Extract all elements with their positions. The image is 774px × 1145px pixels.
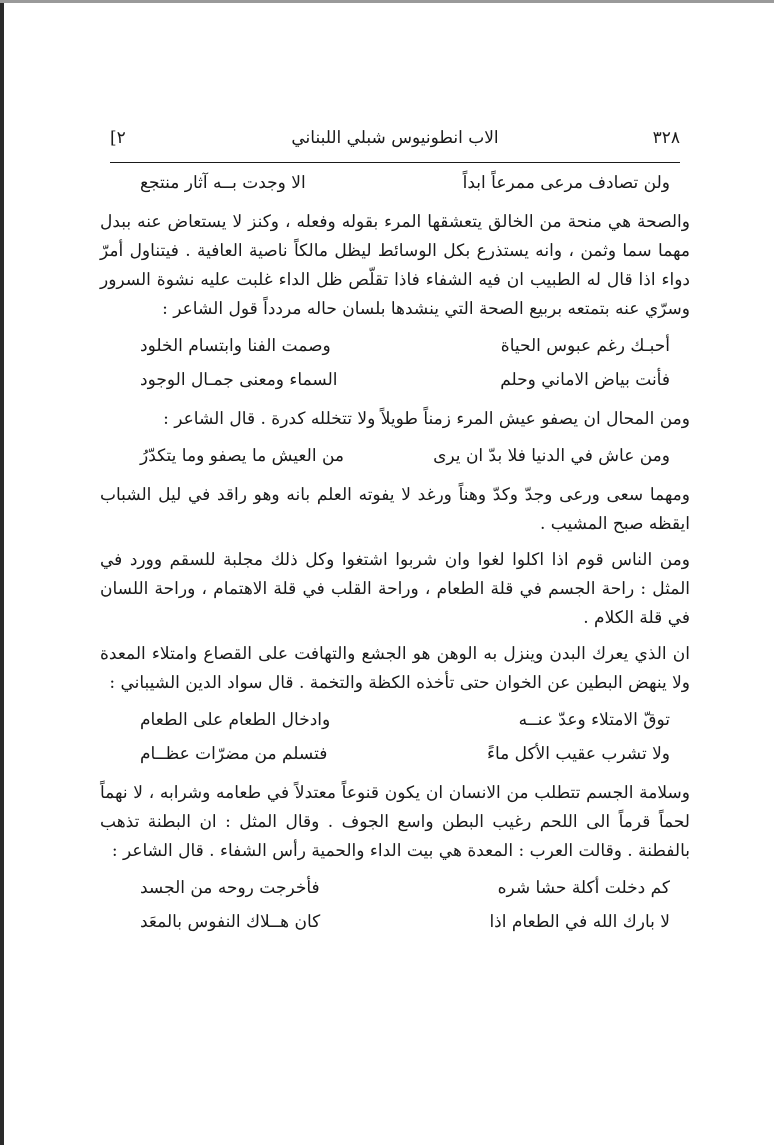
verse-line <box>100 441 690 471</box>
verse-second-hemistich: كان هــلاك النفوس بالمعَد <box>140 912 321 932</box>
verse-block <box>100 441 690 471</box>
paragraph: والصحة هي منحة من الخالق يتعشقها المرء بقوله وفعله ، وكنز لا يستعاض عنه ببدل مهما سما وثمن ، وانه يستذرع بكل الوسائط ليظل مالكاً ناصية العافية . فيتناول أمرّ دواء اذا قال له الطبيب ان فيه الشفاء فاذا تقلّص ظل الداء غلبت عليه نشوة السرور وسرّي عنه بتمتعه بربيع الصحة التي ينشدها بلسان حاله مردداً قول الشاعر : <box>100 212 690 319</box>
verse-second-hemistich: وصمت الفنا وابتسام الخلود <box>140 336 331 356</box>
signature-mark: [٢ <box>110 128 126 148</box>
verse-second-hemistich: وادخال الطعام على الطعام <box>140 710 331 730</box>
verse-block <box>100 331 690 395</box>
verse-second-hemistich: فأخرجت روحه من الجسد <box>140 878 320 898</box>
verse-first-hemistich: توقّ الامتلاء وعدّ عنــه <box>518 710 670 730</box>
verse-first-hemistich: ومن عاش في الدنيا فلا بدّ ان يرى <box>433 446 670 466</box>
paragraph: ان الذي يعرك البدن وينزل به الوهن هو الجشع والتهافت على القصاع وامتلاء المعدة ولا ينهض البطين عن الخوان حتى تأخذه الكظة والتخمة . قال سواد الدين الشيباني : <box>100 644 690 693</box>
running-title: الاب انطونيوس شبلي اللبناني <box>291 128 499 148</box>
verse-block <box>100 873 690 937</box>
verse-first-hemistich: فأنت بياض الاماني وحلم <box>500 370 670 390</box>
page-number: ٣٢٨ <box>652 128 680 148</box>
paragraph: ومن المحال ان يصفو عيش المرء زمناً طويلاً ولا تتخلله كدرة . قال الشاعر : <box>163 409 690 429</box>
verse-second-hemistich: فتسلم من مضرّات عظــام <box>140 744 328 764</box>
verse-line <box>100 907 690 937</box>
verse-line <box>100 365 690 395</box>
page-body <box>100 168 690 947</box>
scan-top-edge <box>0 0 774 3</box>
verse-first-hemistich: كم دخلت أكلة حشا شره <box>497 878 670 898</box>
header-rule <box>110 162 680 163</box>
paragraph: وسلامة الجسم تتطلب من الانسان ان يكون قنوعاً معتدلاً في طعامه وشرابه ، لا نهماً لحماً قرماً الى اللحم رغيب البطن واسع الجوف . وقال المثل : ان البطنة تذهب بالفطنة . وقالت العرب : المعدة هي بيت الداء والحمية رأس الشفاء . قال الشاعر : <box>100 783 690 861</box>
verse-line <box>100 739 690 769</box>
verse-line <box>100 873 690 903</box>
running-header <box>110 122 680 158</box>
verse-second-hemistich: السماء ومعنى جمـال الوجود <box>140 370 338 390</box>
verse-first-hemistich: ولا تشرب عقيب الأكل ماءً <box>486 744 670 764</box>
verse-first-hemistich: أحبـك رغم عبوس الحياة <box>500 336 670 356</box>
scan-left-edge <box>0 0 4 1145</box>
verse-block <box>100 705 690 769</box>
verse-line <box>100 331 690 361</box>
verse-first-hemistich: لا بارك الله في الطعام اذا <box>489 912 670 932</box>
verse-line <box>100 705 690 735</box>
verse-second-hemistich: من العيش ما يصفو وما يتكدّرُ <box>140 446 344 466</box>
verse-second-hemistich: الا وجدت بــه آثار منتجع <box>140 173 306 193</box>
paragraph: ومهما سعى ورعى وجدّ وكدّ وهناً ورغد لا يفوته العلم بانه وهو راقد في ليل الشباب ايقظه صبح المشيب . <box>100 485 690 534</box>
verse-line <box>100 168 690 198</box>
verse-block <box>100 168 690 198</box>
paragraph: ومن الناس قوم اذا اكلوا لغوا وان شربوا اشتغوا وكل ذلك مجلبة للسقم وورد في المثل : راحة الجسم في قلة الطعام ، وراحة القلب في قلة الاهتمام ، وراحة اللسان في قلة الكلام . <box>100 550 690 628</box>
verse-first-hemistich: ولن تصادف مرعى ممرعاً ابداً <box>462 173 670 193</box>
